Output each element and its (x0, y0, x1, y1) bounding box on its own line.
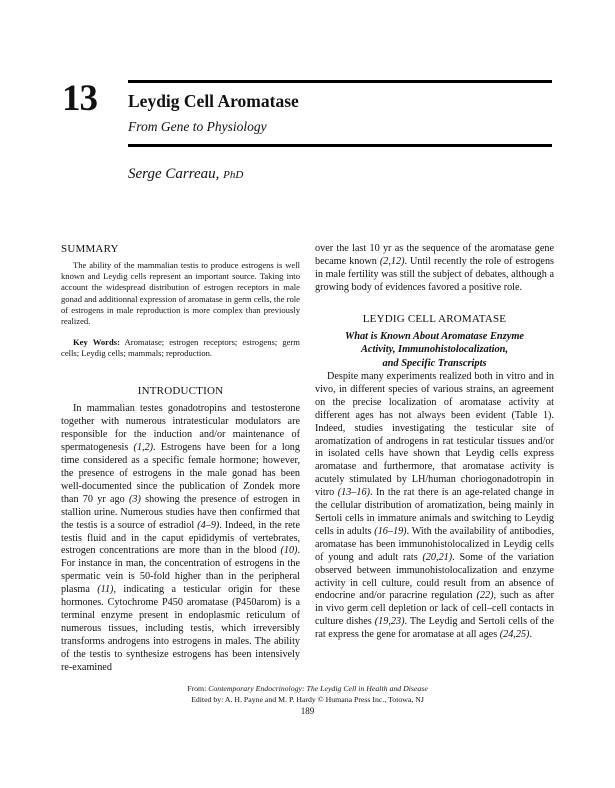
leydig-subheading-line: Activity, Immunohistolocalization, (360, 344, 509, 356)
citation: (22) (476, 590, 494, 602)
paragraph-text: . For instance in man, the concentration of estrogens in the spermatic vein is 50-fold higher than in the peripheral plasma (61, 545, 300, 596)
author-degree: PhD (223, 169, 244, 181)
author-line (128, 166, 243, 183)
paragraph-text: . (529, 629, 532, 641)
paragraph-text: . Some of the variation observed between immunohistolocalization and enzyme activity in cell culture, could result from an absence of endocrine and/or paracrine regulation (315, 551, 554, 602)
paragraph-text: Despite many experiments realized both in vitro and in vivo, in different species of various strains, an agreement on the precise localization of aromatase activity at different ages has not always been evident (Table 1). Indeed, studies investigating the testicular site of aromatization of androgens in rat testicular tissues and/or in isolated cells have shown that Leydig cells express aromatase and furthermore, that aromatase activity is acutely stimulated by LH/human choriogonadotropin in vitro (315, 371, 554, 499)
paragraph-text: over the last 10 yr as the sequence of the aromatase gene became known (315, 243, 554, 267)
paragraph-text: showing the presence of estrogen in stallion urine. Numerous studies have then confirmed that the testis is a source of estradiol (61, 493, 300, 531)
editors-line: Edited by: A. H. Payne and M. P. Hardy © Humana Press Inc., Totowa, NJ (191, 694, 424, 704)
leydig-subheading-line: What is Known About Aromatase Enzyme (344, 330, 525, 342)
summary-heading: SUMMARY (61, 243, 119, 255)
paragraph-text: . Until recently the role of estrogens in male fertility was still the subject of debates, although a growing body of evidences favored a positive role. (315, 255, 554, 293)
citation: (19,23) (374, 616, 405, 628)
citation: (10) (280, 545, 298, 557)
keywords-list: Aromatase; estrogen receptors; estrogens; germ cells; Leydig cells; mammals; reproduction. (61, 337, 300, 359)
citation: (2,12) (379, 255, 405, 267)
keywords-label: Key Words: (73, 337, 120, 348)
page-number: 189 (300, 706, 315, 716)
chapter-title: Leydig Cell Aromatase (128, 91, 299, 111)
introduction-paragraph-continued (315, 243, 554, 295)
citation: (1,2) (133, 442, 154, 454)
paragraph-text: . With the availability of antibodies, aromatase has been immunohistolocalized in Leydig cells of young and adult rats (315, 525, 554, 563)
leydig-paragraph (315, 371, 554, 642)
paragraph-text: , indicating a testicular origin for these hormones. Cytochrome P450 aromatase (P450arom) is a terminal enzyme present in endoplasmic reticulum of numerous tissues, including testis, which irreversibly transforms androgens into estrogens in males. The ability of the testis to synthesize estrogens has been intensively re-examined (61, 584, 300, 673)
chapter-number: 13 (62, 78, 97, 119)
source-line (0, 684, 615, 695)
source-label: From: (187, 684, 209, 693)
book-title: Contemporary Endocrinology: The Leydig Cell in Health and Disease (208, 684, 428, 693)
paragraph-text: . Estrogens have been for a long time considered as a specific female hormone; however, the presence of estrogens in the male gonad has been well-documented since the publication of Zondek more than 70 yr ago (61, 442, 300, 505)
citation: (3) (128, 493, 141, 505)
author-name: Serge Carreau, (128, 166, 220, 182)
leydig-subheading-line: and Specific Transcripts (382, 357, 487, 369)
left-column (61, 243, 300, 674)
right-column (315, 243, 554, 642)
citation: (4–9) (197, 519, 220, 531)
leydig-section-heading: LEYDIG CELL AROMATASE (362, 312, 507, 325)
title-rule-top (128, 80, 552, 83)
introduction-heading: INTRODUCTION (137, 384, 224, 397)
paragraph-text: . Indeed, in the rete testis fluid and in the caput epididymis of vertebrates, estrogen concentrations are more than in the blood (61, 519, 300, 557)
citation: (13–16) (337, 487, 370, 499)
introduction-paragraph (61, 403, 300, 674)
citation: (11) (97, 584, 114, 596)
chapter-subtitle: From Gene to Physiology (128, 119, 267, 134)
citation: (16–19) (374, 525, 407, 537)
title-rule-bottom (128, 144, 552, 147)
paragraph-text: , such as after in vivo germ cell depletion or lack of cell–cell contacts in culture dishes (315, 590, 554, 628)
paragraph-text: . The Leydig and Sertoli cells of the rat express the gene for aromatase at all ages (315, 616, 554, 641)
citation: (24,25) (499, 629, 530, 641)
keywords (61, 337, 300, 359)
citation: (20,21) (422, 551, 453, 563)
page-footer (0, 684, 615, 717)
summary-text: The ability of the mammalian testis to produce estrogens is well known and Leydig cells represent an important source. Taking into account the widespread distribution of estrogen receptors in male gonad and additionnal expression of aromatase in germ cells, the role of estrogens in male reproduction is more complex than previously realized. (61, 259, 300, 326)
paragraph-text: . In the rat there is an age-related change in the cellular distribution of aromatization, being mainly in Sertoli cells in immature animals and switching to Leydig cells in adults (315, 487, 554, 537)
paragraph-text: In mammalian testes gonadotropins and testosterone together with numerous intratesticular modulators are responsible for the induction and/or maintenance of spermatogenesis (61, 403, 300, 454)
